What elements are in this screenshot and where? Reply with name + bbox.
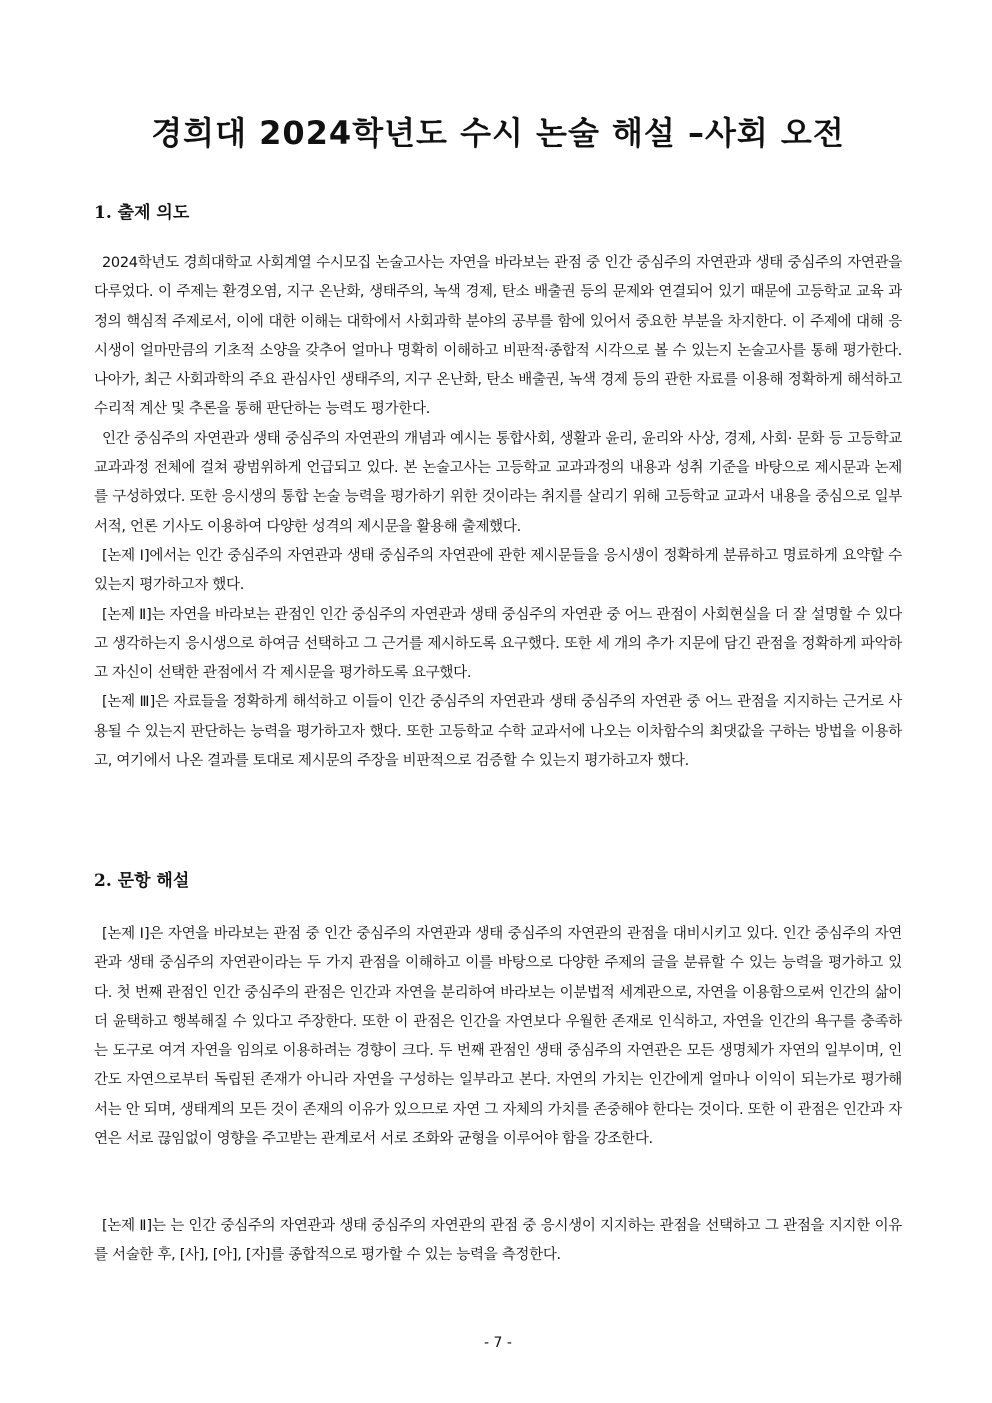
paragraph: 인간 중심주의 자연관과 생태 중심주의 자연관의 개념과 예시는 통합사회, 생활과 윤리, 윤리와 사상, 경제, 사회· 문화 등 고등학교 교과과정 전체에 걸쳐 광범위하게 언급되고 있다. 본 논술고사는 고등학교 교과과정의 내용과 성취 기준을 바탕으로 제시문과 논제를 구성하였다. 또한 응시생의 통합 논술 능력을 평가하기 위한 것이라는 취지를 살리기 위해 고등학교 교과서 내용을 중심으로 일부 서적, 언론 기사도 이용하여 다양한 성격의 제시문을 활용해 출제했다. [94,430,902,535]
paragraph: 2024학년도 경희대학교 사회계열 수시모집 논술고사는 자연을 바라보는 관점 중 인간 중심주의 자연관과 생태 중심주의 자연관을 다루었다. 이 주제는 환경오염, 지구 온난화, 생태주의, 녹색 경제, 탄소 배출권 등의 문제와 연결되어 있기 때문에 고등학교 교육 과정의 핵심적 주제로서, 이에 대한 이해는 대학에서 사회과학 분야의 공부를 함에 있어서 중요한 부분을 차지한다. 이 주제에 대해 응시생이 얼마만큼의 기초적 소양을 갖추어 얼마나 명확히 이해하고 비판적·종합적 시각으로 볼 수 있는지 논술고사를 통해 평가한다. 나아가, 최근 사회과학의 주요 관심사인 생태주의, 지구 온난화, 탄소 배출권, 녹색 경제 등의 관한 자료를 이용해 정확하게 해석하고 수리적 계산 및 추론을 통해 판단하는 능력도 평가한다. [94,255,902,418]
section-body-explanation-2 [94,1212,902,1271]
paragraph: [논제 Ⅰ]은 자연을 바라보는 관점 중 인간 중심주의 자연관과 생태 중심주의 자연관의 관점을 대비시키고 있다. 인간 중심주의 자연관과 생태 중심주의 자연관이라는 두 가지 관점을 이해하고 이를 바탕으로 다양한 주제의 글을 분류할 수 있는 능력을 평가하고 있다. 첫 번째 관점인 인간 중심주의 관점은 인간과 자연을 분리하여 바라보는 이분법적 세계관으로, 자연을 이용함으로써 인간의 삶이 더 윤택하고 행복해질 수 있다고 주장한다. 또한 이 관점은 인간을 자연보다 우월한 존재로 인식하고, 자연을 인간의 욕구를 충족하는 도구로 여겨 자연을 임의로 이용하려는 경향이 크다. 두 번째 관점인 생태 중심주의 자연관은 모든 생명체가 자연의 일부이며, 인간도 자연으로부터 독립된 존재가 아니라 자연을 구성하는 일부라고 본다. 자연의 가치는 인간에게 얼마나 이익이 되는가로 평가해서는 안 되며, 생태계의 모든 것이 존재의 이유가 있으므로 자연 그 자체의 가치를 존중해야 한다는 것이다. 또한 이 관점은 인간과 자연은 서로 끊임없이 영향을 주고받는 관계로서 서로 조화와 균형을 이루어야 함을 강조한다. [94,926,902,1148]
paragraph: [논제 Ⅱ]는 자연을 바라보는 관점인 인간 중심주의 자연관과 생태 중심주의 자연관 중 어느 관점이 사회현실을 더 잘 설명할 수 있다고 생각하는지 응시생으로 하여금 선택하고 그 근거를 제시하도록 요구했다. 또한 세 개의 추가 지문에 담긴 관점을 정확하게 파악하고 자신이 선택한 관점에서 각 제시문을 평가하도록 요구했다. [94,606,902,682]
paragraph: [논제 Ⅰ]에서는 인간 중심주의 자연관과 생태 중심주의 자연관에 관한 제시문들을 응시생이 정확하게 분류하고 명료하게 요약할 수 있는지 평가하고자 했다. [94,547,902,594]
page-number: - 7 - [484,1335,512,1351]
section-body-explanation [94,920,902,1154]
paragraph: [논제 Ⅱ]는 는 인간 중심주의 자연관과 생태 중심주의 자연관의 관점 중 응시생이 지지하는 관점을 선택하고 그 관점을 지지한 이유를 서술한 후, [사], [아], [자]를 종합적으로 평가할 수 있는 능력을 측정한다. [94,1218,902,1264]
paragraph: [논제 Ⅲ]은 자료들을 정확하게 해석하고 이들이 인간 중심주의 자연관과 생태 중심주의 자연관 중 어느 관점을 지지하는 근거로 사용될 수 있는지 판단하는 능력을 평가하고자 했다. 또한 고등학교 수학 교과서에 나오는 이차함수의 최댓값을 구하는 방법을 이용하고, 여기에서 나온 결과를 토대로 제시문의 주장을 비판적으로 검증할 수 있는지 평가하고자 했다. [94,694,902,770]
section-heading-explanation: 2. 문항 해설 [94,871,190,891]
document-title: 경희대 2024학년도 수시 논술 해설 –사회 오전 [151,114,845,152]
document-page [94,0,902,1403]
section-body-intent [94,249,902,776]
section-heading-intent: 1. 출제 의도 [94,203,190,223]
